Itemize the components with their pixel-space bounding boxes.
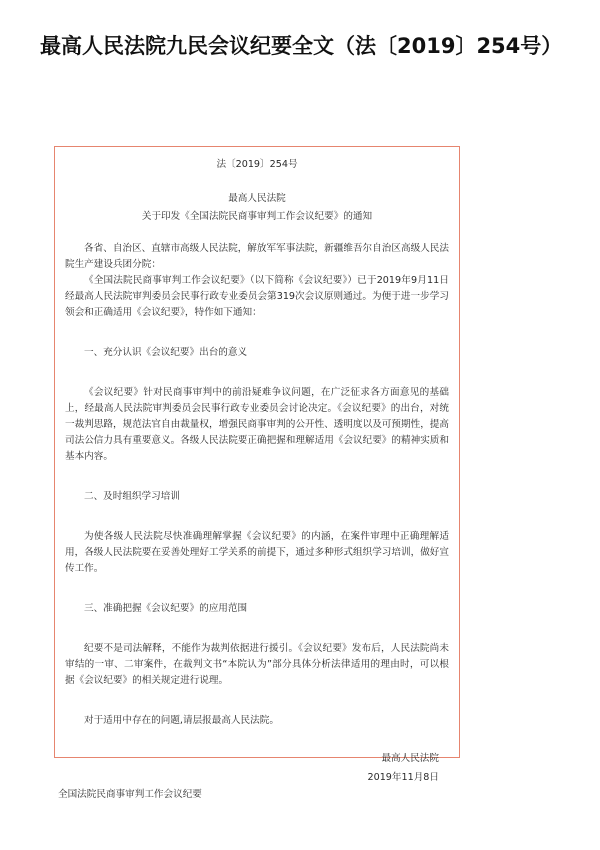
document-addressee: 各省、自治区、直辖市高级人民法院，解放军军事法院，新疆维吾尔自治区高级人民法院生产建设兵团分院： [65, 243, 449, 270]
footer-caption: 全国法院民商事审判工作会议纪要 [58, 789, 202, 800]
document-frame [54, 146, 460, 783]
document-intro: 《全国法院民商事审判工作会议纪要》（以下简称《会议纪要》）已于2019年9月11日经最高人民法院审判委员会民事行政专业委员会第319次会议原则通过。为便于进一步学习领会和正确适用《会议纪要》，特作如下通知： [65, 275, 449, 318]
signature-org: 最高人民法院 [381, 753, 439, 764]
section-body: 《会议纪要》针对民商事审判中的前沿疑难争议问题，在广泛征求各方面意见的基础上，经最高人民法院审判委员会民事行政专业委员会讨论决定。《会议纪要》的出台，对统一裁判思路，规范法官自由裁量权，增强民商事审判的公开性、透明度以及可预期性，提高司法公信力具有重要意义。各级人民法院要正确把握和理解适用《会议纪要》的精神实质和基本内容。 [65, 387, 449, 462]
section-heading: 三、准确把握《会议纪要》的应用范围 [84, 603, 248, 614]
document-issuer: 最高人民法院 [228, 193, 286, 204]
section-heading: 一、充分认识《会议纪要》出台的意义 [84, 347, 248, 358]
section-body: 为使各级人民法院尽快准确理解掌握《会议纪要》的内涵，在案件审理中正确理解适用，各级人民法院要在妥善处理好工学关系的前提下，通过多种形式组织学习培训，做好宣传工作。 [65, 531, 449, 574]
signature-block [65, 751, 449, 786]
document-closing: 对于适用中存在的问题,请层报最高人民法院。 [84, 715, 279, 726]
section-body: 纪要不是司法解释，不能作为裁判依据进行援引。《会议纪要》发布后，人民法院尚未审结的一审、二审案件，在裁判文书“本院认为”部分具体分析法律适用的理由时，可以根据《会议纪要》的相关规定进行说理。 [65, 643, 449, 686]
document-subject: 关于印发《全国法院民商事审判工作会议纪要》的通知 [141, 211, 373, 222]
page-title: 最高人民法院九民会议纪要全文（法〔2019〕254号） [40, 34, 563, 58]
signature-date: 2019年11月8日 [367, 772, 439, 783]
document-number: 法〔2019〕254号 [216, 159, 298, 170]
section-heading: 二、及时组织学习培训 [84, 491, 180, 502]
